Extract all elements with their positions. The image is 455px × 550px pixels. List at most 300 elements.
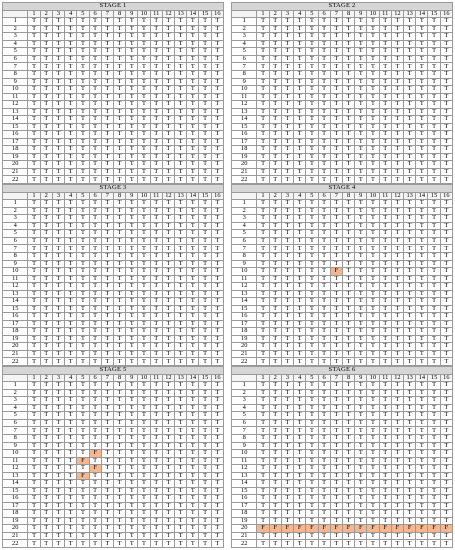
test-cell: T (101, 283, 113, 291)
test-cell: T (379, 434, 391, 442)
test-cell: T (342, 230, 354, 238)
test-cell: T (440, 442, 452, 450)
test-cell: T (330, 55, 342, 63)
test-cell: T (367, 268, 379, 276)
test-cell: T (416, 298, 428, 306)
failed-cell: F (77, 472, 89, 480)
test-cell: T (101, 540, 113, 548)
test-cell: T (428, 320, 440, 328)
test-cell: T (138, 101, 150, 109)
column-header: 3 (52, 10, 64, 18)
test-cell: T (416, 230, 428, 238)
test-cell: T (367, 275, 379, 283)
test-cell: T (89, 358, 101, 366)
test-cell: T (199, 427, 211, 435)
test-cell: T (391, 397, 403, 405)
test-cell: T (342, 123, 354, 131)
test-cell: T (404, 108, 416, 116)
test-cell: T (52, 412, 64, 420)
test-cell: T (318, 25, 330, 33)
stage-grid (2, 366, 224, 548)
test-cell: T (440, 48, 452, 56)
row-number: 9 (3, 442, 28, 450)
test-cell: T (416, 275, 428, 283)
test-cell: T (77, 101, 89, 109)
test-cell: T (40, 63, 52, 71)
test-cell: T (40, 283, 52, 291)
test-cell: T (440, 320, 452, 328)
column-header: 5 (306, 192, 318, 200)
test-cell: T (77, 200, 89, 208)
row-number: 10 (232, 450, 257, 458)
test-cell: T (187, 480, 199, 488)
table-row (3, 275, 224, 283)
test-cell: T (150, 450, 162, 458)
test-cell: T (281, 472, 293, 480)
test-cell: T (211, 442, 223, 450)
test-cell: T (294, 442, 306, 450)
table-row (3, 382, 224, 390)
row-number: 17 (3, 320, 28, 328)
test-cell: T (379, 465, 391, 473)
test-cell: T (138, 328, 150, 336)
test-cell: T (269, 237, 281, 245)
test-cell: T (404, 86, 416, 94)
row-number: 4 (232, 40, 257, 48)
failed-cell: F (77, 457, 89, 465)
test-cell: T (52, 495, 64, 503)
test-cell: T (101, 18, 113, 26)
test-cell: T (52, 146, 64, 154)
table-row (3, 237, 224, 245)
table-row (3, 230, 224, 238)
row-number: 4 (3, 404, 28, 412)
test-cell: T (330, 161, 342, 169)
table-row (232, 434, 453, 442)
test-cell: T (355, 48, 367, 56)
row-number: 20 (232, 161, 257, 169)
test-cell: T (355, 320, 367, 328)
test-cell: T (162, 283, 174, 291)
test-cell: T (281, 434, 293, 442)
test-cell: T (101, 268, 113, 276)
test-cell: T (281, 268, 293, 276)
test-cell: T (318, 230, 330, 238)
table-row (232, 487, 453, 495)
test-cell: T (52, 389, 64, 397)
test-cell: T (391, 200, 403, 208)
column-header: 14 (416, 374, 428, 382)
test-cell: T (269, 305, 281, 313)
test-cell: T (367, 450, 379, 458)
test-cell: T (211, 328, 223, 336)
test-cell: T (126, 86, 138, 94)
row-number: 15 (232, 305, 257, 313)
test-cell: T (138, 434, 150, 442)
test-cell: T (257, 245, 269, 253)
test-cell: T (342, 419, 354, 427)
stage-4-table (231, 184, 453, 366)
test-cell: T (269, 207, 281, 215)
test-cell: T (391, 328, 403, 336)
test-cell: T (416, 305, 428, 313)
test-cell: T (428, 78, 440, 86)
test-cell: T (77, 350, 89, 358)
test-cell: T (101, 260, 113, 268)
table-row (3, 465, 224, 473)
test-cell: T (89, 320, 101, 328)
test-cell: T (257, 215, 269, 223)
test-cell: T (138, 298, 150, 306)
test-cell: T (342, 472, 354, 480)
row-number: 9 (232, 78, 257, 86)
test-cell: T (150, 215, 162, 223)
test-cell: T (113, 48, 125, 56)
test-cell: T (306, 116, 318, 124)
test-cell: T (52, 298, 64, 306)
test-cell: T (162, 434, 174, 442)
test-cell: T (40, 108, 52, 116)
test-cell: T (428, 412, 440, 420)
test-cell: T (367, 283, 379, 291)
test-cell: T (113, 313, 125, 321)
test-cell: T (269, 283, 281, 291)
row-number: 21 (3, 532, 28, 540)
test-cell: T (355, 283, 367, 291)
test-cell: T (269, 176, 281, 184)
test-cell: T (162, 502, 174, 510)
test-cell: T (281, 138, 293, 146)
test-cell: T (138, 131, 150, 139)
test-cell: T (162, 427, 174, 435)
test-cell: T (391, 290, 403, 298)
corner-cell (232, 10, 257, 18)
test-cell: T (379, 108, 391, 116)
test-cell: T (113, 101, 125, 109)
test-cell: T (89, 25, 101, 33)
test-cell: T (187, 404, 199, 412)
column-header: 8 (113, 374, 125, 382)
test-cell: T (379, 146, 391, 154)
test-cell: T (89, 412, 101, 420)
test-cell: T (416, 40, 428, 48)
test-cell: T (318, 290, 330, 298)
test-cell: T (318, 138, 330, 146)
test-cell: T (77, 283, 89, 291)
test-cell: T (28, 40, 40, 48)
test-cell: T (65, 540, 77, 548)
test-cell: T (187, 510, 199, 518)
table-row (232, 465, 453, 473)
test-cell: T (269, 487, 281, 495)
row-number: 10 (232, 268, 257, 276)
test-cell: T (330, 487, 342, 495)
row-number: 5 (3, 412, 28, 420)
table-row (232, 450, 453, 458)
test-cell: T (416, 465, 428, 473)
test-cell: T (199, 207, 211, 215)
test-cell: T (175, 153, 187, 161)
test-cell: T (355, 290, 367, 298)
column-header: 11 (150, 10, 162, 18)
column-header: 8 (342, 10, 354, 18)
test-cell: T (199, 350, 211, 358)
test-cell: T (294, 108, 306, 116)
test-cell: T (89, 146, 101, 154)
row-number: 2 (3, 207, 28, 215)
test-cell: T (187, 382, 199, 390)
column-header: 5 (306, 374, 318, 382)
column-header: 15 (428, 374, 440, 382)
test-cell: T (257, 268, 269, 276)
test-cell: T (269, 101, 281, 109)
test-cell: T (294, 350, 306, 358)
test-cell: T (175, 328, 187, 336)
test-cell: T (40, 245, 52, 253)
row-number: 13 (3, 472, 28, 480)
test-cell: T (65, 86, 77, 94)
column-header: 16 (211, 192, 223, 200)
test-cell: T (306, 283, 318, 291)
test-cell: T (318, 320, 330, 328)
test-cell: T (28, 450, 40, 458)
test-cell: T (318, 108, 330, 116)
test-cell: T (440, 298, 452, 306)
test-cell: T (28, 343, 40, 351)
test-cell: T (150, 404, 162, 412)
test-cell: T (113, 343, 125, 351)
test-cell: T (428, 123, 440, 131)
test-cell: T (281, 465, 293, 473)
test-cell: T (416, 389, 428, 397)
test-cell: T (77, 382, 89, 390)
test-cell: T (40, 40, 52, 48)
test-cell: T (101, 70, 113, 78)
test-cell: T (391, 18, 403, 26)
test-cell: T (318, 268, 330, 276)
table-row (232, 252, 453, 260)
column-header: 6 (318, 374, 330, 382)
table-row (232, 268, 453, 276)
test-cell: T (306, 442, 318, 450)
test-cell: T (28, 138, 40, 146)
test-cell: T (211, 517, 223, 525)
row-number: 7 (3, 63, 28, 71)
test-cell: T (138, 268, 150, 276)
test-cell: T (126, 313, 138, 321)
test-cell: T (367, 305, 379, 313)
row-number: 22 (3, 540, 28, 548)
test-cell: T (40, 200, 52, 208)
test-cell: T (138, 389, 150, 397)
test-cell: T (355, 245, 367, 253)
test-cell: T (404, 123, 416, 131)
test-cell: T (138, 540, 150, 548)
test-cell: T (199, 93, 211, 101)
test-cell: T (89, 313, 101, 321)
test-cell: T (416, 335, 428, 343)
column-header: 3 (52, 374, 64, 382)
test-cell: T (199, 290, 211, 298)
test-cell: T (416, 207, 428, 215)
test-cell: T (77, 465, 89, 473)
test-cell: T (187, 290, 199, 298)
test-cell: T (306, 427, 318, 435)
test-cell: T (306, 320, 318, 328)
test-cell: T (428, 48, 440, 56)
test-cell: T (101, 40, 113, 48)
test-cell: T (306, 472, 318, 480)
failed-cell: F (281, 525, 293, 533)
test-cell: T (440, 457, 452, 465)
test-cell: T (77, 328, 89, 336)
test-cell: T (355, 350, 367, 358)
test-cell: T (113, 70, 125, 78)
test-cell: T (330, 502, 342, 510)
test-cell: T (379, 200, 391, 208)
test-cell: T (306, 419, 318, 427)
test-cell: T (342, 215, 354, 223)
test-cell: T (150, 18, 162, 26)
test-cell: T (355, 63, 367, 71)
test-cell: T (416, 510, 428, 518)
test-cell: T (101, 131, 113, 139)
test-cell: T (126, 176, 138, 184)
test-cell: T (211, 222, 223, 230)
test-cell: T (65, 472, 77, 480)
test-cell: T (318, 412, 330, 420)
test-cell: T (367, 260, 379, 268)
test-cell: T (150, 161, 162, 169)
test-cell: T (391, 305, 403, 313)
test-cell: T (367, 457, 379, 465)
test-cell: T (77, 70, 89, 78)
test-cell: T (391, 532, 403, 540)
test-cell: T (199, 25, 211, 33)
column-header: 1 (28, 374, 40, 382)
test-cell: T (306, 230, 318, 238)
test-cell: T (269, 200, 281, 208)
test-cell: T (404, 532, 416, 540)
test-cell: T (355, 252, 367, 260)
test-cell: T (269, 442, 281, 450)
test-cell: T (281, 305, 293, 313)
test-cell: T (318, 283, 330, 291)
failed-cell: F (342, 525, 354, 533)
test-cell: T (77, 335, 89, 343)
test-cell: T (175, 200, 187, 208)
test-cell: T (306, 434, 318, 442)
test-cell: T (318, 101, 330, 109)
test-cell: T (138, 350, 150, 358)
test-cell: T (28, 176, 40, 184)
test-cell: T (306, 260, 318, 268)
test-cell: T (355, 108, 367, 116)
test-cell: T (318, 389, 330, 397)
table-row (232, 419, 453, 427)
test-cell: T (269, 427, 281, 435)
test-cell: T (138, 207, 150, 215)
test-cell: T (211, 540, 223, 548)
test-cell: T (138, 283, 150, 291)
test-cell: T (211, 207, 223, 215)
test-cell: T (342, 328, 354, 336)
test-cell: T (318, 131, 330, 139)
test-cell: T (257, 320, 269, 328)
table-row (3, 335, 224, 343)
test-cell: T (199, 86, 211, 94)
test-cell: T (211, 320, 223, 328)
test-cell: T (150, 93, 162, 101)
test-cell: T (77, 517, 89, 525)
test-cell: T (342, 298, 354, 306)
test-cell: T (330, 298, 342, 306)
test-cell: T (391, 108, 403, 116)
test-cell: T (150, 358, 162, 366)
test-cell: T (138, 33, 150, 41)
test-cell: T (113, 495, 125, 503)
test-cell: T (318, 343, 330, 351)
test-cell: T (428, 540, 440, 548)
test-cell: T (101, 230, 113, 238)
test-cell: T (257, 86, 269, 94)
test-cell: T (101, 138, 113, 146)
test-cell: T (40, 358, 52, 366)
table-row (232, 230, 453, 238)
test-cell: T (65, 252, 77, 260)
test-cell: T (199, 63, 211, 71)
test-cell: T (391, 382, 403, 390)
test-cell: T (89, 502, 101, 510)
test-cell: T (187, 153, 199, 161)
test-cell: T (89, 268, 101, 276)
test-cell: T (367, 101, 379, 109)
test-cell: T (404, 442, 416, 450)
test-cell: T (391, 450, 403, 458)
test-cell: T (113, 131, 125, 139)
test-cell: T (330, 442, 342, 450)
test-cell: T (175, 472, 187, 480)
test-cell: T (416, 517, 428, 525)
test-cell: T (342, 427, 354, 435)
test-cell: T (355, 153, 367, 161)
row-number: 11 (232, 93, 257, 101)
table-row (3, 48, 224, 56)
test-cell: T (52, 260, 64, 268)
test-cell: T (367, 161, 379, 169)
test-cell: T (391, 146, 403, 154)
test-cell: T (330, 153, 342, 161)
test-cell: T (330, 419, 342, 427)
test-cell: T (52, 93, 64, 101)
test-cell: T (175, 480, 187, 488)
test-cell: T (150, 487, 162, 495)
test-cell: T (28, 93, 40, 101)
test-cell: T (52, 222, 64, 230)
table-row (3, 207, 224, 215)
test-cell: T (40, 382, 52, 390)
test-cell: T (379, 487, 391, 495)
test-cell: T (379, 510, 391, 518)
test-cell: T (306, 532, 318, 540)
test-cell: T (355, 168, 367, 176)
test-cell: T (294, 268, 306, 276)
test-cell: T (416, 237, 428, 245)
test-cell: T (404, 131, 416, 139)
column-header: 5 (306, 10, 318, 18)
test-cell: T (416, 33, 428, 41)
test-cell: T (28, 283, 40, 291)
